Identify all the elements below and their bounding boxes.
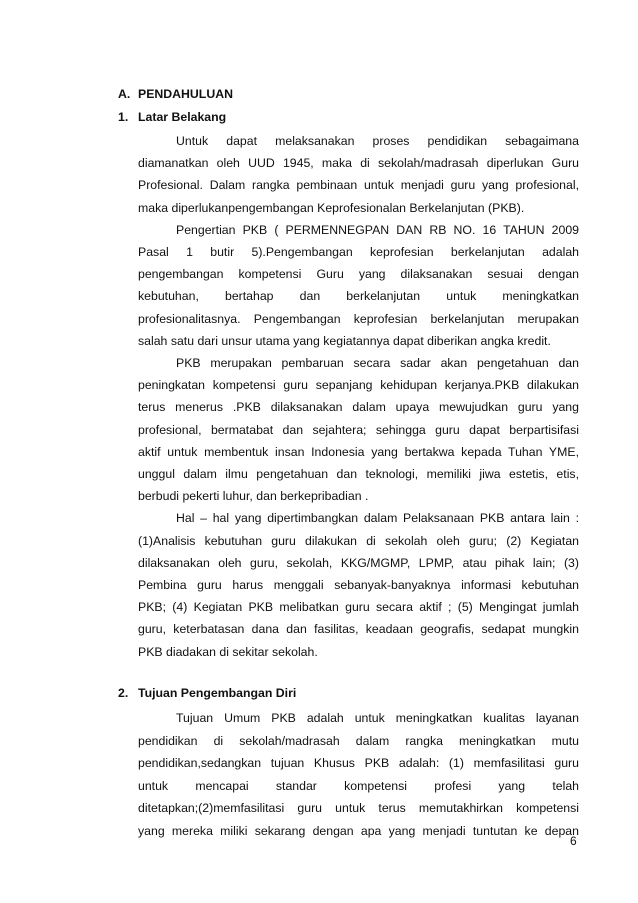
paragraph-line: salah satu dari unsur utama yang kegiatannya dapat diberikan angka kredit. <box>138 333 551 348</box>
paragraph-line: Profesional. Dalam rangka pembinaan untuk menjadi guru yang profesional, <box>138 178 579 193</box>
paragraph-line: pendidikan di sekolah/madrasah dalam rangka meningkatkan mutu <box>138 733 579 748</box>
paragraph-line: diamanatkan oleh UUD 1945, maka di sekolah/madrasah diperlukan Guru <box>138 156 579 171</box>
paragraph-line: profesional, bermatabat dan sejahtera; sehingga guru dapat berpartisifasi <box>138 422 579 437</box>
paragraph-line: maka diperlukanpengembangan Keprofesionalan Berkelanjutan (PKB). <box>138 200 525 215</box>
subsection-heading-1 <box>118 110 226 124</box>
paragraph-line: Pengertian PKB ( PERMENNEGPAN DAN RB NO. 16 TAHUN 2009 <box>176 222 579 237</box>
paragraph-line: profesionalitasnya. Pengembangan keprofesian berkelanjutan merupakan <box>138 311 579 326</box>
paragraph-line: berbudi pekerti luhur, dan berkepribadian . <box>138 489 369 504</box>
paragraph-line: Pasal 1 butir 5).Pengembangan keprofesian berkelanjutan adalah <box>138 245 579 259</box>
paragraph-line: Tujuan Umum PKB adalah untuk meningkatkan kualitas layanan <box>176 711 579 725</box>
subsection-heading-2 <box>118 686 296 700</box>
paragraph-line: pendidikan,sedangkan tujuan Khusus PKB adalah: (1) memfasilitasi guru <box>138 756 579 771</box>
section-heading <box>118 87 233 101</box>
subsection-title: Tujuan Pengembangan Diri <box>138 686 297 700</box>
paragraph-line: (1)Analisis kebutuhan guru dilakukan di sekolah oleh guru; (2) Kegiatan <box>138 533 579 548</box>
subsection-title: Latar Belakang <box>138 110 227 124</box>
paragraph-line: kebutuhan, bertahap dan berkelanjutan untuk meningkatkan <box>138 289 579 304</box>
paragraph-line: PKB; (4) Kegiatan PKB melibatkan guru secara aktif ; (5) Mengingat jumlah <box>138 600 579 615</box>
subsection-number: 1. <box>118 110 129 124</box>
paragraph-line: guru, keterbatasan dana dan fasilitas, keadaan geografis, sedapat mungkin <box>138 622 579 637</box>
paragraph-line: aktif untuk membentuk insan Indonesia yang bertakwa kepada Tuhan YME, <box>138 444 579 459</box>
page-number: 6 <box>570 834 577 848</box>
paragraph-line: PKB diadakan di sekitar sekolah. <box>138 644 318 659</box>
paragraph-line: unggul dalam ilmu pengetahuan dan teknologi, memiliki jiwa estetis, etis, <box>138 467 579 481</box>
paragraph-line: untuk mencapai standar kompetensi profesi yang telah <box>138 778 579 793</box>
paragraph-line: peningkatan kompetensi guru sepanjang kehidupan kerjanya.PKB dilakukan <box>138 378 579 393</box>
paragraph-line: Hal – hal yang dipertimbangkan dalam Pelaksanaan PKB antara lain : <box>176 511 579 526</box>
section-label: A. <box>118 87 131 101</box>
paragraph-line: PKB merupakan pembaruan secara sadar akan pengetahuan dan <box>176 356 579 370</box>
paragraph-line: ditetapkan;(2)memfasilitasi guru untuk terus memutakhirkan kompetensi <box>138 801 579 816</box>
paragraph-line: yang mereka miliki sekarang dengan apa yang menjadi tuntutan ke depan <box>138 824 579 838</box>
paragraph-line: pengembangan kompetensi Guru yang dilaksanakan sesuai dengan <box>138 267 579 282</box>
section-title: PENDAHULUAN <box>138 87 233 101</box>
subsection-number: 2. <box>118 686 129 700</box>
paragraph-line: Pembina guru harus menggali sebanyak-banyaknya informasi kebutuhan <box>138 578 579 592</box>
paragraph-line: terus menerus .PKB dilaksanakan dalam upaya mewujudkan guru yang <box>138 400 579 415</box>
paragraph-line: dilaksanakan oleh guru, sekolah, KKG/MGMP, LPMP, atau pihak lain; (3) <box>138 555 579 570</box>
paragraph-line: Untuk dapat melaksanakan proses pendidikan sebagaimana <box>176 134 579 148</box>
